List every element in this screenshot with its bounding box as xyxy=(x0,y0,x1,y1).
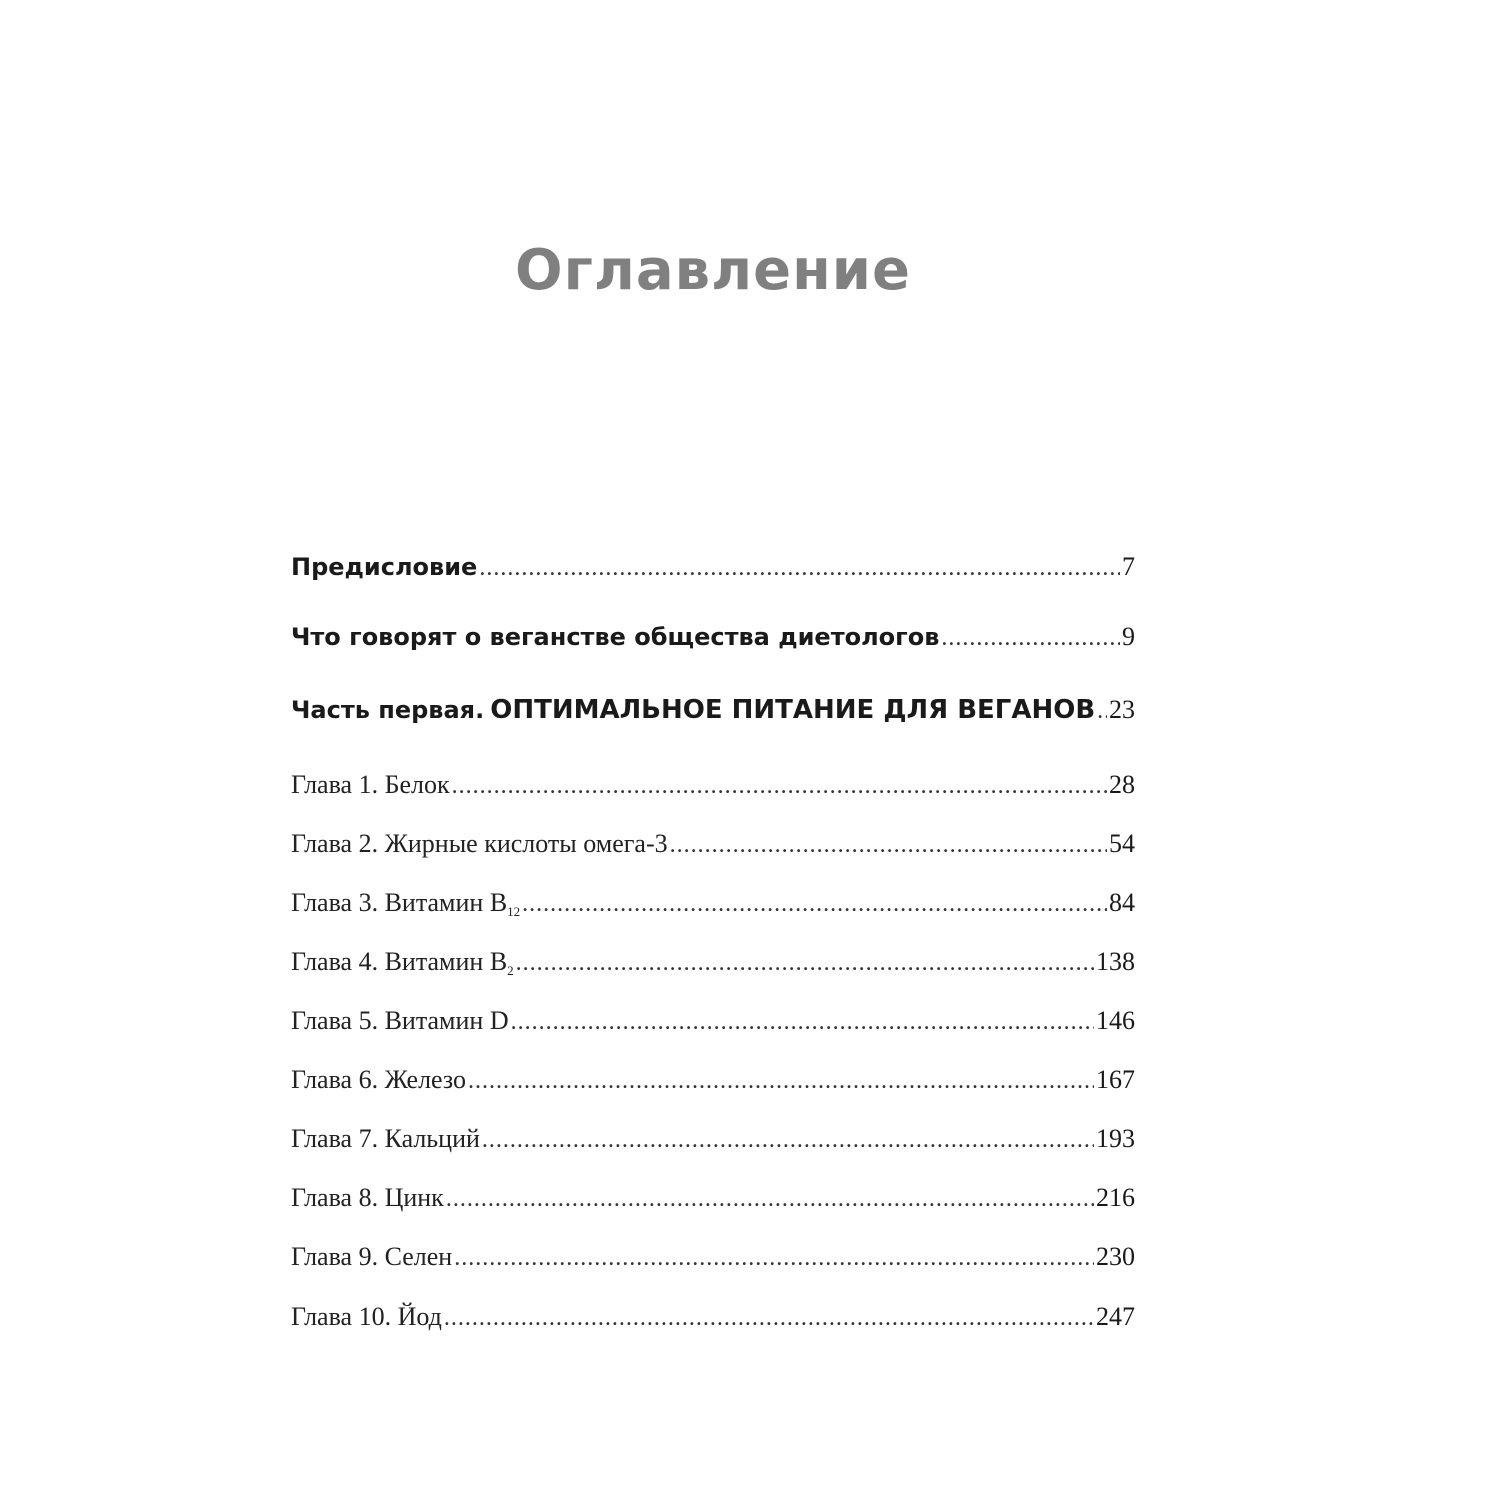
toc-entry-chapter-7[interactable] xyxy=(291,1124,1135,1154)
toc-entry-label-text: Глава 3. Витамин B xyxy=(291,888,508,917)
toc-part-prefix: Часть первая. xyxy=(291,696,485,724)
dot-leader xyxy=(444,1305,1094,1332)
toc-entry-subscript: 2 xyxy=(507,963,514,978)
toc-entry-chapter-5[interactable] xyxy=(291,1006,1135,1036)
toc-entry-label: Глава 5. Витамин D xyxy=(291,1006,509,1035)
toc-page-number: 28 xyxy=(1109,770,1135,799)
toc-entry-dietitians[interactable] xyxy=(291,622,1135,652)
toc-page-number: 9 xyxy=(1122,622,1135,651)
dot-leader xyxy=(452,773,1107,800)
toc-page-number: 23 xyxy=(1109,695,1135,724)
toc-page-number: 230 xyxy=(1096,1242,1135,1271)
toc-entry-label-text: Глава 4. Витамин B xyxy=(291,947,508,976)
toc-entry-chapter-1[interactable] xyxy=(291,770,1135,800)
dot-leader xyxy=(522,891,1107,918)
dot-leader xyxy=(482,1127,1094,1154)
toc-entry-label: Предисловие xyxy=(291,553,478,581)
toc-page-number: 54 xyxy=(1109,829,1135,858)
toc-page-number: 7 xyxy=(1122,552,1135,581)
toc-entry-part-one[interactable] xyxy=(291,695,1135,725)
dot-leader xyxy=(1097,698,1107,725)
page-title: Оглавление xyxy=(514,238,911,303)
toc-entry-label xyxy=(291,947,514,977)
dot-leader xyxy=(479,555,1120,582)
toc-part-title: ОПТИМАЛЬНОЕ ПИТАНИЕ ДЛЯ ВЕГАНОВ xyxy=(490,695,1096,725)
toc-entry-label: Глава 9. Селен xyxy=(291,1242,453,1271)
toc-entry-chapter-4[interactable] xyxy=(291,947,1135,977)
dot-leader xyxy=(468,1068,1094,1095)
toc-entry-subscript: 12 xyxy=(507,904,521,919)
toc-entry-chapter-9[interactable] xyxy=(291,1242,1135,1272)
toc-entry-label: Глава 7. Кальций xyxy=(291,1124,480,1153)
toc-entry-label xyxy=(291,888,520,918)
dot-leader xyxy=(446,1186,1094,1213)
toc-entry-preface[interactable] xyxy=(291,552,1135,582)
toc-entry-chapter-8[interactable] xyxy=(291,1183,1135,1213)
toc-page-number: 146 xyxy=(1096,1006,1135,1035)
toc-entry-chapter-6[interactable] xyxy=(291,1065,1135,1095)
dot-leader xyxy=(941,625,1120,652)
toc-entry-label: Глава 10. Йод xyxy=(291,1302,442,1331)
toc-page-number: 216 xyxy=(1096,1183,1135,1212)
toc-page-number: 138 xyxy=(1096,947,1135,976)
dot-leader xyxy=(454,1245,1094,1272)
toc-entry-chapter-3[interactable] xyxy=(291,888,1135,918)
toc-entry-label: Глава 8. Цинк xyxy=(291,1183,444,1212)
toc-entry-chapter-10[interactable] xyxy=(291,1302,1135,1332)
toc-entry-label: Что говорят о веганстве общества диетологов xyxy=(291,623,940,651)
toc-entry-label: Глава 2. Жирные кислоты омега-3 xyxy=(291,829,668,858)
toc-entry-chapter-2[interactable] xyxy=(291,829,1135,859)
dot-leader xyxy=(511,1009,1094,1036)
dot-leader xyxy=(516,950,1094,977)
toc-entry-label: Глава 1. Белок xyxy=(291,770,450,799)
toc-page-number: 167 xyxy=(1096,1065,1135,1094)
toc-page-number: 247 xyxy=(1096,1302,1135,1331)
toc-page-number: 193 xyxy=(1096,1124,1135,1153)
dot-leader xyxy=(670,832,1107,859)
toc-page-number: 84 xyxy=(1109,888,1135,917)
toc-entry-label: Глава 6. Железо xyxy=(291,1065,467,1094)
